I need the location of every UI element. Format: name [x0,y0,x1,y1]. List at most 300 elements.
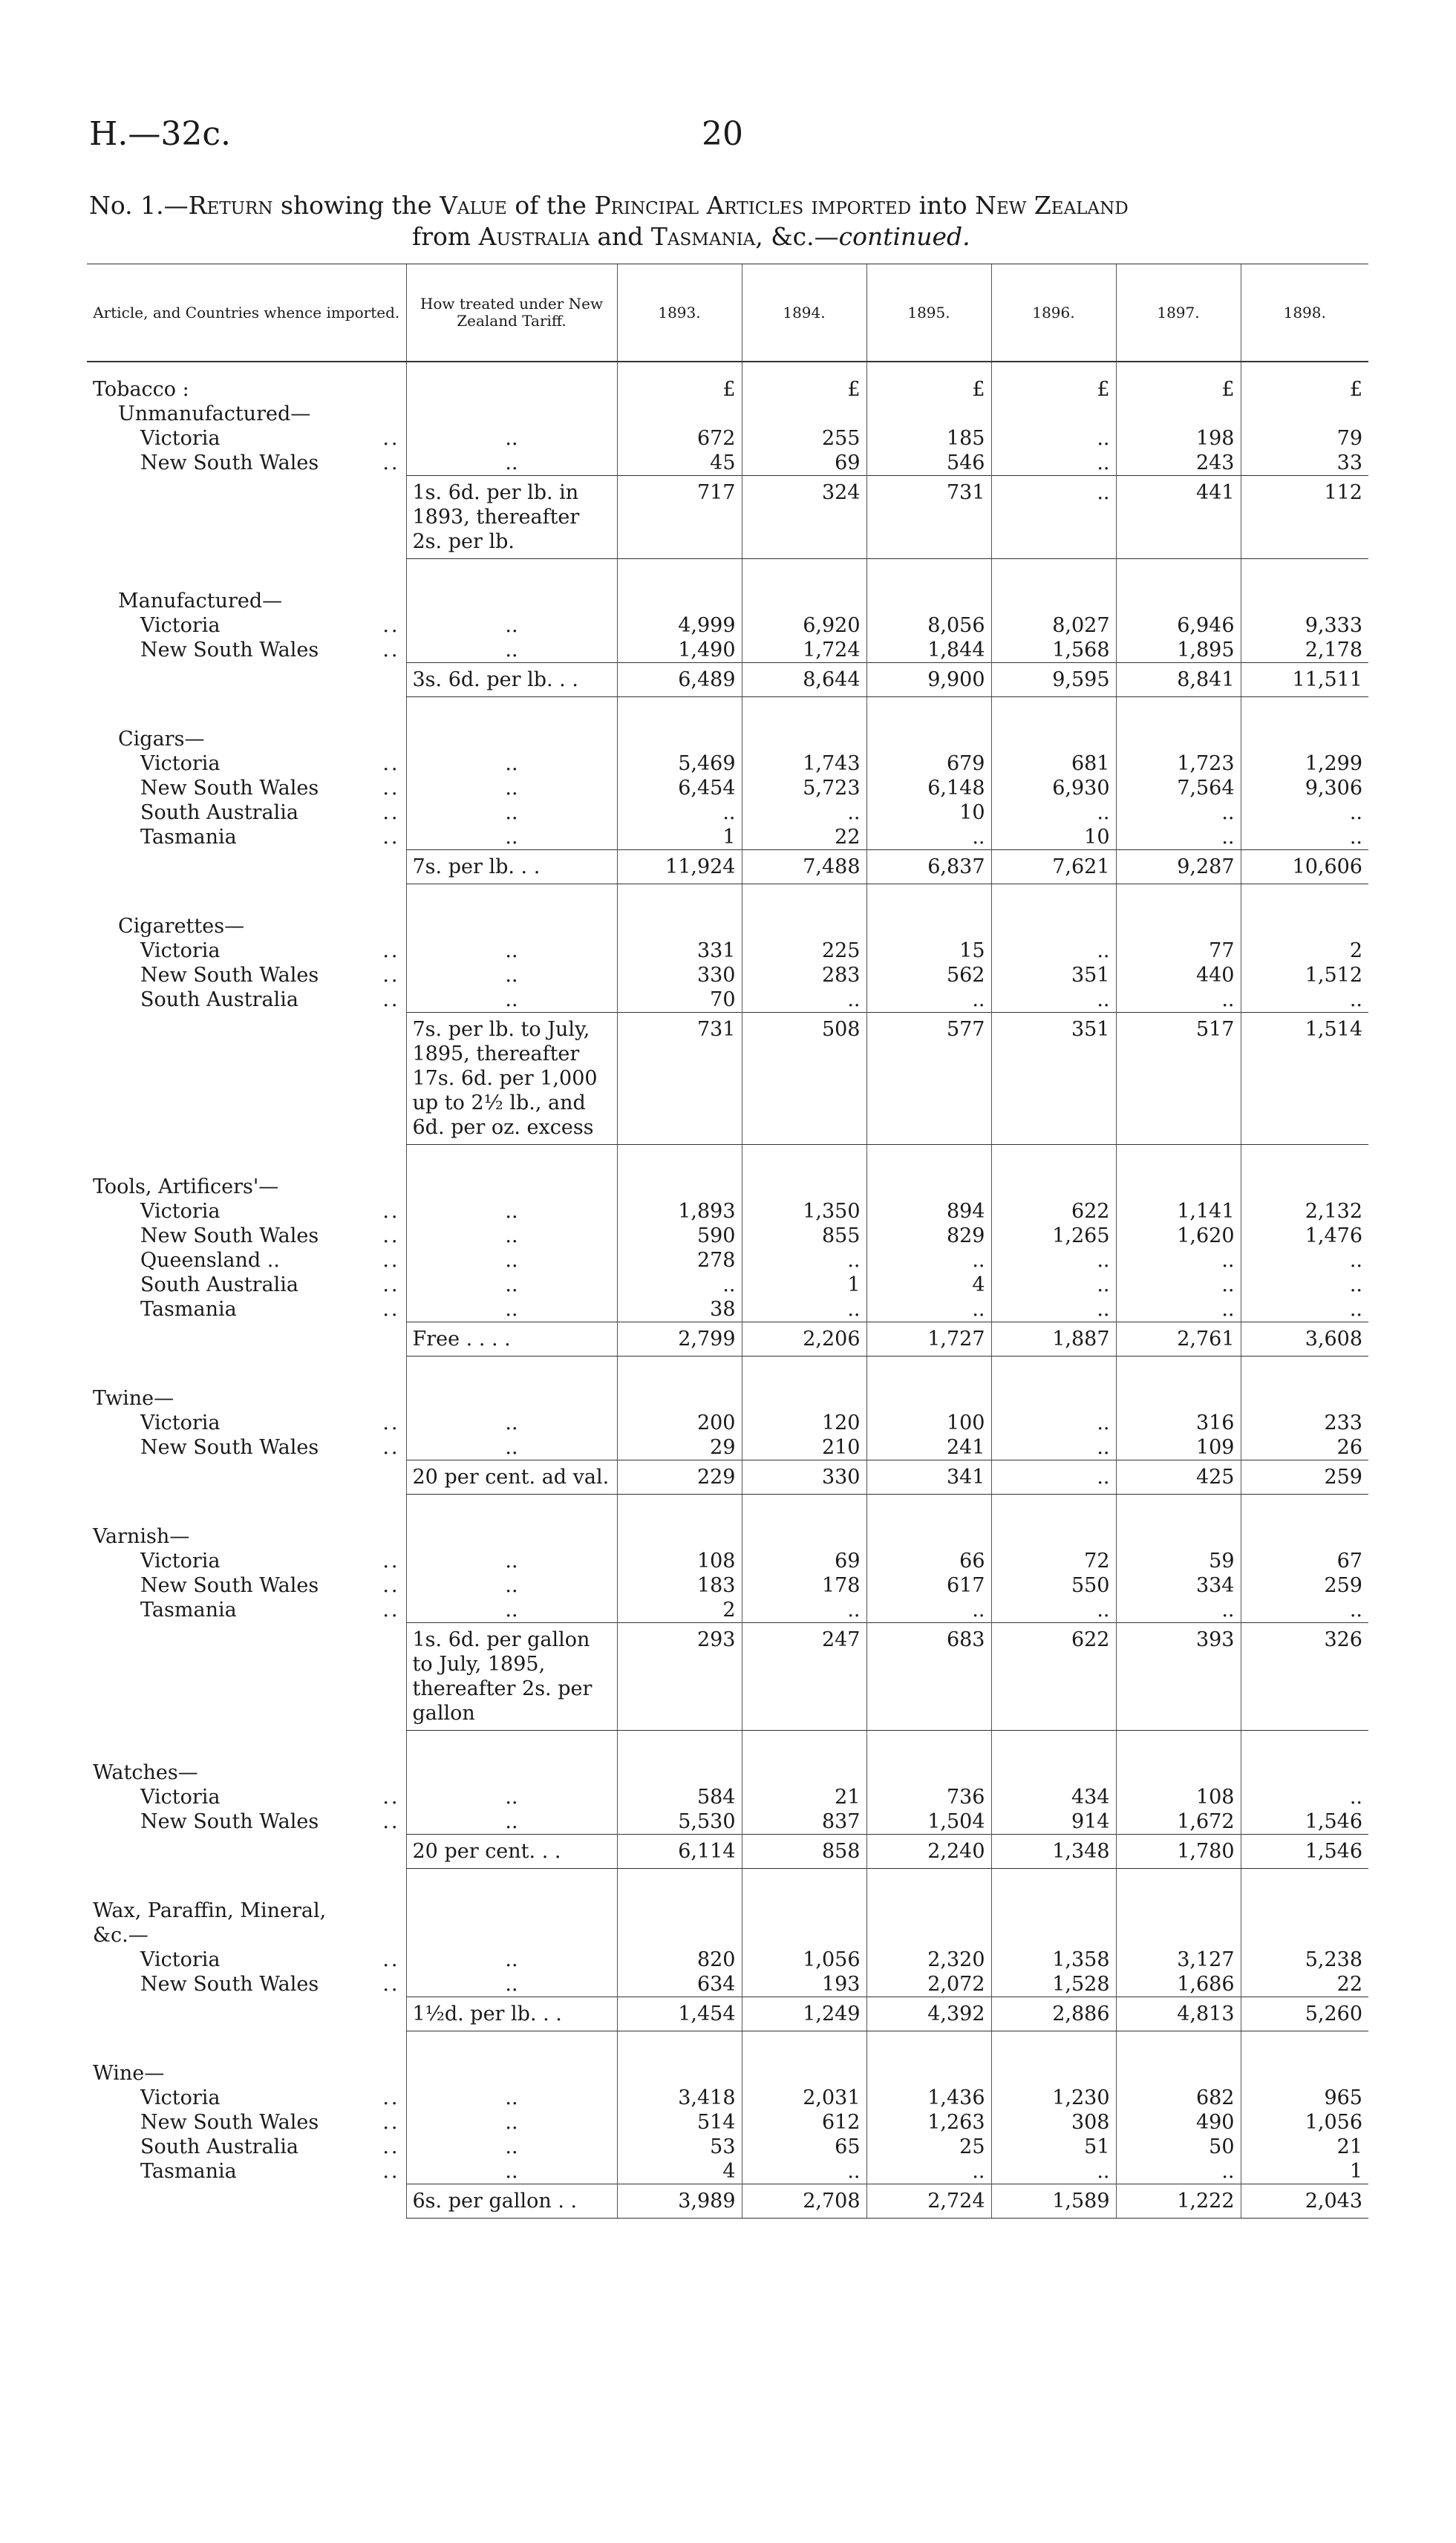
value-cell-1895: .. [866,1598,991,1623]
value-cell-1895: 1,263 [866,2110,991,2135]
value-cell-1894: 1 [742,1273,866,1297]
value-cell-1894: 6,920 [742,613,866,638]
table-row [87,1199,1368,1224]
leader-dots: .. [382,752,400,775]
total-cell-1895: 2,724 [866,2184,991,2219]
value-cell-1898: .. [1241,1248,1368,1273]
tariff-cell: .. [406,1785,617,1809]
page-number: 20 [702,115,743,153]
blank-cell [87,1322,406,1357]
group-heading-line: Wax, Paraffin, Mineral, [93,1899,327,1922]
total-cell-1894: 8,644 [742,663,866,697]
spacer-cell [742,1357,866,1387]
country-cell [87,963,406,988]
total-cell-1893: 293 [617,1623,742,1731]
value-cell-1896: 1,568 [991,638,1116,663]
blank-cell [406,1899,617,1948]
country-cell [87,2110,406,2135]
value-cell-1894: 210 [742,1435,866,1460]
total-cell-1894: 508 [742,1013,866,1145]
spacer-row [87,1731,1368,1761]
blank-cell [742,1760,866,1785]
value-cell-1897: 1,141 [1116,1199,1241,1224]
total-row [87,1460,1368,1495]
blank-cell [1116,1899,1241,1948]
value-cell-1895: .. [866,825,991,850]
group-heading [87,589,406,613]
value-cell-1895: .. [866,1248,991,1273]
group-heading [87,727,406,751]
value-cell-1894: 69 [742,451,866,476]
spacer-cell [1241,1869,1368,1899]
value-cell-1893: 672 [617,426,742,451]
total-row [87,1322,1368,1357]
value-cell-1897: .. [1116,1297,1241,1322]
value-cell-1898: .. [1241,1785,1368,1809]
title-and: and [589,222,651,251]
blank-cell [866,589,991,613]
total-cell-1898: 2,043 [1241,2184,1368,2219]
country-name: New South Wales [140,1973,319,1996]
blank-cell [1116,2061,1241,2086]
group-heading-line: &c.— [93,1924,148,1947]
value-cell-1894: 22 [742,825,866,850]
blank-cell [742,2061,866,2086]
spacer-cell [1241,559,1368,590]
total-cell-1894: 858 [742,1835,866,1869]
blank-cell [866,2061,991,2086]
country-name: South Australia [140,2135,298,2158]
blank-cell [406,727,617,751]
spacer-cell [742,1145,866,1175]
spacer-cell [742,884,866,915]
value-cell-1893: 278 [617,1248,742,1273]
group-heading-line: Cigars— [118,728,205,751]
blank-cell [1241,1175,1368,1199]
country-name: Victoria [140,2086,221,2109]
value-cell-1898: 9,333 [1241,613,1368,638]
column-header-1895: 1895. [866,264,991,362]
country-name: New South Wales [140,451,319,474]
group-heading [87,2061,406,2086]
blank-cell [406,1386,617,1411]
tariff-cell: .. [406,1549,617,1573]
total-cell-1897: 441 [1116,476,1241,559]
total-cell-1893: 731 [617,1013,742,1145]
country-cell [87,1785,406,1809]
value-cell-1898: 233 [1241,1411,1368,1435]
blank-cell [87,1013,406,1145]
total-cell-1894: 7,488 [742,850,866,884]
value-cell-1898: 2,132 [1241,1199,1368,1224]
total-cell-1898: 11,511 [1241,663,1368,697]
table-row [87,1248,1368,1273]
tariff-cell: .. [406,1199,617,1224]
value-cell-1893: 45 [617,451,742,476]
blank-cell [1116,589,1241,613]
spacer-cell [617,559,742,590]
group-heading [87,1175,406,1199]
value-cell-1896: 6,930 [991,776,1116,800]
spacer-row [87,1357,1368,1387]
blank-cell [742,1386,866,1411]
title-principal-articles: Principal Articles imported [594,191,912,220]
value-cell-1893: 2 [617,1598,742,1623]
spacer-cell [617,697,742,728]
value-cell-1895: .. [866,988,991,1013]
total-cell-1896: .. [991,1460,1116,1495]
spacer-cell [617,1145,742,1175]
value-cell-1896: .. [991,1598,1116,1623]
spacer-cell [991,1145,1116,1175]
spacer-cell [866,1869,991,1899]
total-row [87,663,1368,697]
country-cell [87,776,406,800]
table-row [87,1549,1368,1573]
value-cell-1894: .. [742,1297,866,1322]
group-heading-line: Cigarettes— [118,915,245,938]
spacer-row [87,1145,1368,1175]
value-cell-1895: 15 [866,938,991,963]
country-name: Tasmania [140,1599,237,1622]
group-heading-row [87,1760,1368,1785]
value-cell-1893: 200 [617,1411,742,1435]
total-cell-1893: 717 [617,476,742,559]
value-cell-1893: 38 [617,1297,742,1322]
value-cell-1897: 1,672 [1116,1809,1241,1835]
blank-cell [1116,727,1241,751]
blank-cell [866,1899,991,1948]
blank-cell [991,727,1116,751]
blank-cell [742,589,866,613]
value-cell-1893: 820 [617,1948,742,1972]
total-row [87,850,1368,884]
total-cell-1898: 259 [1241,1460,1368,1495]
blank-cell [617,402,742,426]
total-cell-1896: .. [991,476,1116,559]
value-cell-1893: 5,530 [617,1809,742,1835]
value-cell-1896: 550 [991,1573,1116,1598]
value-cell-1894: .. [742,2159,866,2184]
value-cell-1897: 490 [1116,2110,1241,2135]
spacer-cell [866,1495,991,1525]
spacer-cell [87,1495,406,1525]
value-cell-1893: 53 [617,2135,742,2159]
value-cell-1893: 514 [617,2110,742,2135]
table-row [87,1809,1368,1835]
spacer-cell [991,1731,1116,1761]
spacer-cell [1241,2031,1368,2062]
blank-cell [1241,2061,1368,2086]
value-cell-1897: 77 [1116,938,1241,963]
total-cell-1897: 2,761 [1116,1322,1241,1357]
value-cell-1894: 225 [742,938,866,963]
blank-cell [617,1524,742,1549]
total-row [87,476,1368,559]
blank-cell [1241,727,1368,751]
leader-dots: .. [382,801,400,824]
value-cell-1896: 681 [991,751,1116,776]
currency-symbol: £ [742,362,866,402]
spacer-cell [87,559,406,590]
country-name: Tasmania [140,1298,237,1321]
country-cell [87,1297,406,1322]
blank-cell [406,914,617,938]
column-header-1896: 1896. [991,264,1116,362]
value-cell-1897: 7,564 [1116,776,1241,800]
spacer-cell [87,884,406,915]
blank-cell [991,914,1116,938]
tariff-rate: 7s. per lb. to July, 1895, thereafter 17s. 6d. per 1,000 up to 2½ lb., and 6d. per oz. excess [406,1013,617,1145]
currency-symbol: £ [1116,362,1241,402]
spacer-cell [991,1357,1116,1387]
value-cell-1898: 1,476 [1241,1224,1368,1248]
table-row [87,638,1368,663]
blank-cell [991,1175,1116,1199]
total-cell-1897: 8,841 [1116,663,1241,697]
table-row [87,751,1368,776]
blank-cell [406,1524,617,1549]
value-cell-1898: 1,056 [1241,2110,1368,2135]
table-row [87,988,1368,1013]
value-cell-1896: 8,027 [991,613,1116,638]
spacer-cell [991,697,1116,728]
total-cell-1896: 1,887 [991,1322,1116,1357]
country-cell [87,1573,406,1598]
country-name: Victoria [140,1550,221,1573]
spacer-cell [991,1495,1116,1525]
document-reference: H.—32c. [89,115,231,153]
spacer-cell [1116,697,1241,728]
value-cell-1897: 243 [1116,451,1241,476]
value-cell-1896: .. [991,2159,1116,2184]
blank-cell [617,727,742,751]
value-cell-1894: .. [742,988,866,1013]
total-cell-1894: 2,708 [742,2184,866,2219]
value-cell-1894: 65 [742,2135,866,2159]
value-cell-1896: 1,528 [991,1972,1116,1997]
total-cell-1896: 7,621 [991,850,1116,884]
spacer-row [87,1869,1368,1899]
table-row [87,938,1368,963]
table-row [87,1297,1368,1322]
blank-cell [87,1460,406,1495]
country-cell [87,1948,406,1972]
value-cell-1898: .. [1241,988,1368,1013]
value-cell-1896: 1,358 [991,1948,1116,1972]
value-cell-1896: .. [991,1297,1116,1322]
spacer-cell [1241,884,1368,915]
value-cell-1894: .. [742,1248,866,1273]
value-cell-1895: .. [866,1297,991,1322]
value-cell-1893: 6,454 [617,776,742,800]
value-cell-1894: 255 [742,426,866,451]
value-cell-1898: 1,299 [1241,751,1368,776]
total-cell-1893: 11,924 [617,850,742,884]
table-row [87,1948,1368,1972]
total-cell-1898: 326 [1241,1623,1368,1731]
total-cell-1897: 425 [1116,1460,1241,1495]
value-cell-1896: .. [991,451,1116,476]
blank-cell [991,1760,1116,1785]
blank-cell [406,402,617,426]
title-showing: showing the [272,191,440,220]
table-row [87,776,1368,800]
blank-cell [742,1524,866,1549]
total-cell-1896: 622 [991,1623,1116,1731]
total-cell-1894: 247 [742,1623,866,1731]
value-cell-1895: 185 [866,426,991,451]
title-new-zealand: New Zealand [975,191,1129,220]
value-cell-1898: .. [1241,825,1368,850]
group-heading-line: Tools, Artificers'— [93,1175,279,1198]
country-name: New South Wales [140,1224,319,1247]
blank-cell [87,2184,406,2219]
value-cell-1897: 682 [1116,2086,1241,2110]
value-cell-1896: .. [991,1248,1116,1273]
leader-dots: .. [382,988,400,1011]
group-heading-line: Varnish— [93,1525,190,1548]
total-cell-1895: 577 [866,1013,991,1145]
spacer-cell [87,697,406,728]
total-cell-1897: 9,287 [1116,850,1241,884]
value-cell-1898: 79 [1241,426,1368,451]
value-cell-1898: 2,178 [1241,638,1368,663]
country-name: Victoria [140,752,221,775]
country-cell [87,426,406,451]
country-name: Victoria [140,939,221,962]
country-cell [87,2135,406,2159]
country-name: Tasmania [140,826,237,849]
value-cell-1893: 584 [617,1785,742,1809]
value-cell-1897: .. [1116,800,1241,825]
tariff-cell: .. [406,1598,617,1623]
blank-cell [406,1175,617,1199]
blank-cell [866,1760,991,1785]
blank-cell [866,1524,991,1549]
spacer-row [87,697,1368,728]
group-heading-row [87,914,1368,938]
leader-dots: .. [382,826,400,849]
group-heading-row [87,589,1368,613]
country-cell [87,1809,406,1835]
leader-dots: .. [382,1550,400,1573]
table-row [87,2135,1368,2159]
spacer-cell [866,697,991,728]
group-heading-row [87,2061,1368,2086]
blank-cell [617,2061,742,2086]
tariff-rate: 1s. 6d. per gallon to July, 1895, thereafter 2s. per gallon [406,1623,617,1731]
value-cell-1897: .. [1116,2159,1241,2184]
leader-dots: .. [382,639,400,662]
country-cell [87,825,406,850]
column-header-1894: 1894. [742,264,866,362]
blank-cell [1116,1760,1241,1785]
tariff-cell: .. [406,2110,617,2135]
value-cell-1895: 1,844 [866,638,991,663]
value-cell-1893: 590 [617,1224,742,1248]
value-cell-1893: 331 [617,938,742,963]
total-cell-1897: 4,813 [1116,1997,1241,2031]
value-cell-1896: 434 [991,1785,1116,1809]
tariff-cell: .. [406,1573,617,1598]
blank-cell [1241,1386,1368,1411]
value-cell-1896: .. [991,1273,1116,1297]
value-cell-1896: .. [991,800,1116,825]
group-heading-line: Manufactured— [118,590,283,613]
total-row [87,1013,1368,1145]
blank-cell [617,1175,742,1199]
value-cell-1895: 894 [866,1199,991,1224]
leader-dots: .. [382,1298,400,1321]
value-cell-1894: 855 [742,1224,866,1248]
total-cell-1894: 324 [742,476,866,559]
leader-dots: .. [382,1973,400,1996]
country-name: South Australia [140,988,298,1011]
value-cell-1894: 1,743 [742,751,866,776]
group-heading [87,402,406,426]
blank-cell [617,589,742,613]
country-name: South Australia [140,1273,298,1296]
spacer-cell [1116,1731,1241,1761]
value-cell-1894: 21 [742,1785,866,1809]
value-cell-1893: 1,490 [617,638,742,663]
value-cell-1898: 1 [1241,2159,1368,2184]
tariff-rate: 3s. 6d. per lb. . . [406,663,617,697]
currency-symbol: £ [1241,362,1368,402]
total-cell-1897: 393 [1116,1623,1241,1731]
table-title [89,190,1374,252]
column-header-1893: 1893. [617,264,742,362]
value-cell-1895: 546 [866,451,991,476]
header-row [87,264,1368,362]
blank-cell [1116,1386,1241,1411]
value-cell-1897: 198 [1116,426,1241,451]
total-cell-1896: 1,589 [991,2184,1116,2219]
blank-cell [866,914,991,938]
blank-cell [617,914,742,938]
title-prefix: No. 1.— [89,191,189,220]
tariff-cell: .. [406,1435,617,1460]
tariff-rate: 1s. 6d. per lb. in 1893, thereafter 2s. per lb. [406,476,617,559]
spacer-row [87,2031,1368,2062]
tariff-cell: .. [406,1297,617,1322]
country-cell [87,988,406,1013]
blank-cell [991,1386,1116,1411]
tariff-rate: 1½d. per lb. . . [406,1997,617,2031]
leader-dots: .. [382,1411,400,1434]
value-cell-1893: 4 [617,2159,742,2184]
value-cell-1893: 1 [617,825,742,850]
value-cell-1897: .. [1116,1273,1241,1297]
blank-cell [1241,914,1368,938]
currency-symbol: £ [866,362,991,402]
spacer-cell [991,1869,1116,1899]
column-header-tariff: How treated under New Zealand Tariff. [406,264,617,362]
group-heading [87,1386,406,1411]
leader-dots: .. [382,1599,400,1622]
value-cell-1898: .. [1241,1598,1368,1623]
value-cell-1898: 5,238 [1241,1948,1368,1972]
table-row [87,1273,1368,1297]
country-name: New South Wales [140,639,319,662]
tariff-cell: .. [406,1224,617,1248]
tariff-cell: .. [406,638,617,663]
tariff-cell: .. [406,1972,617,1997]
table-row [87,825,1368,850]
group-heading-line: Unmanufactured— [118,402,311,425]
blank-cell [87,1997,406,2031]
